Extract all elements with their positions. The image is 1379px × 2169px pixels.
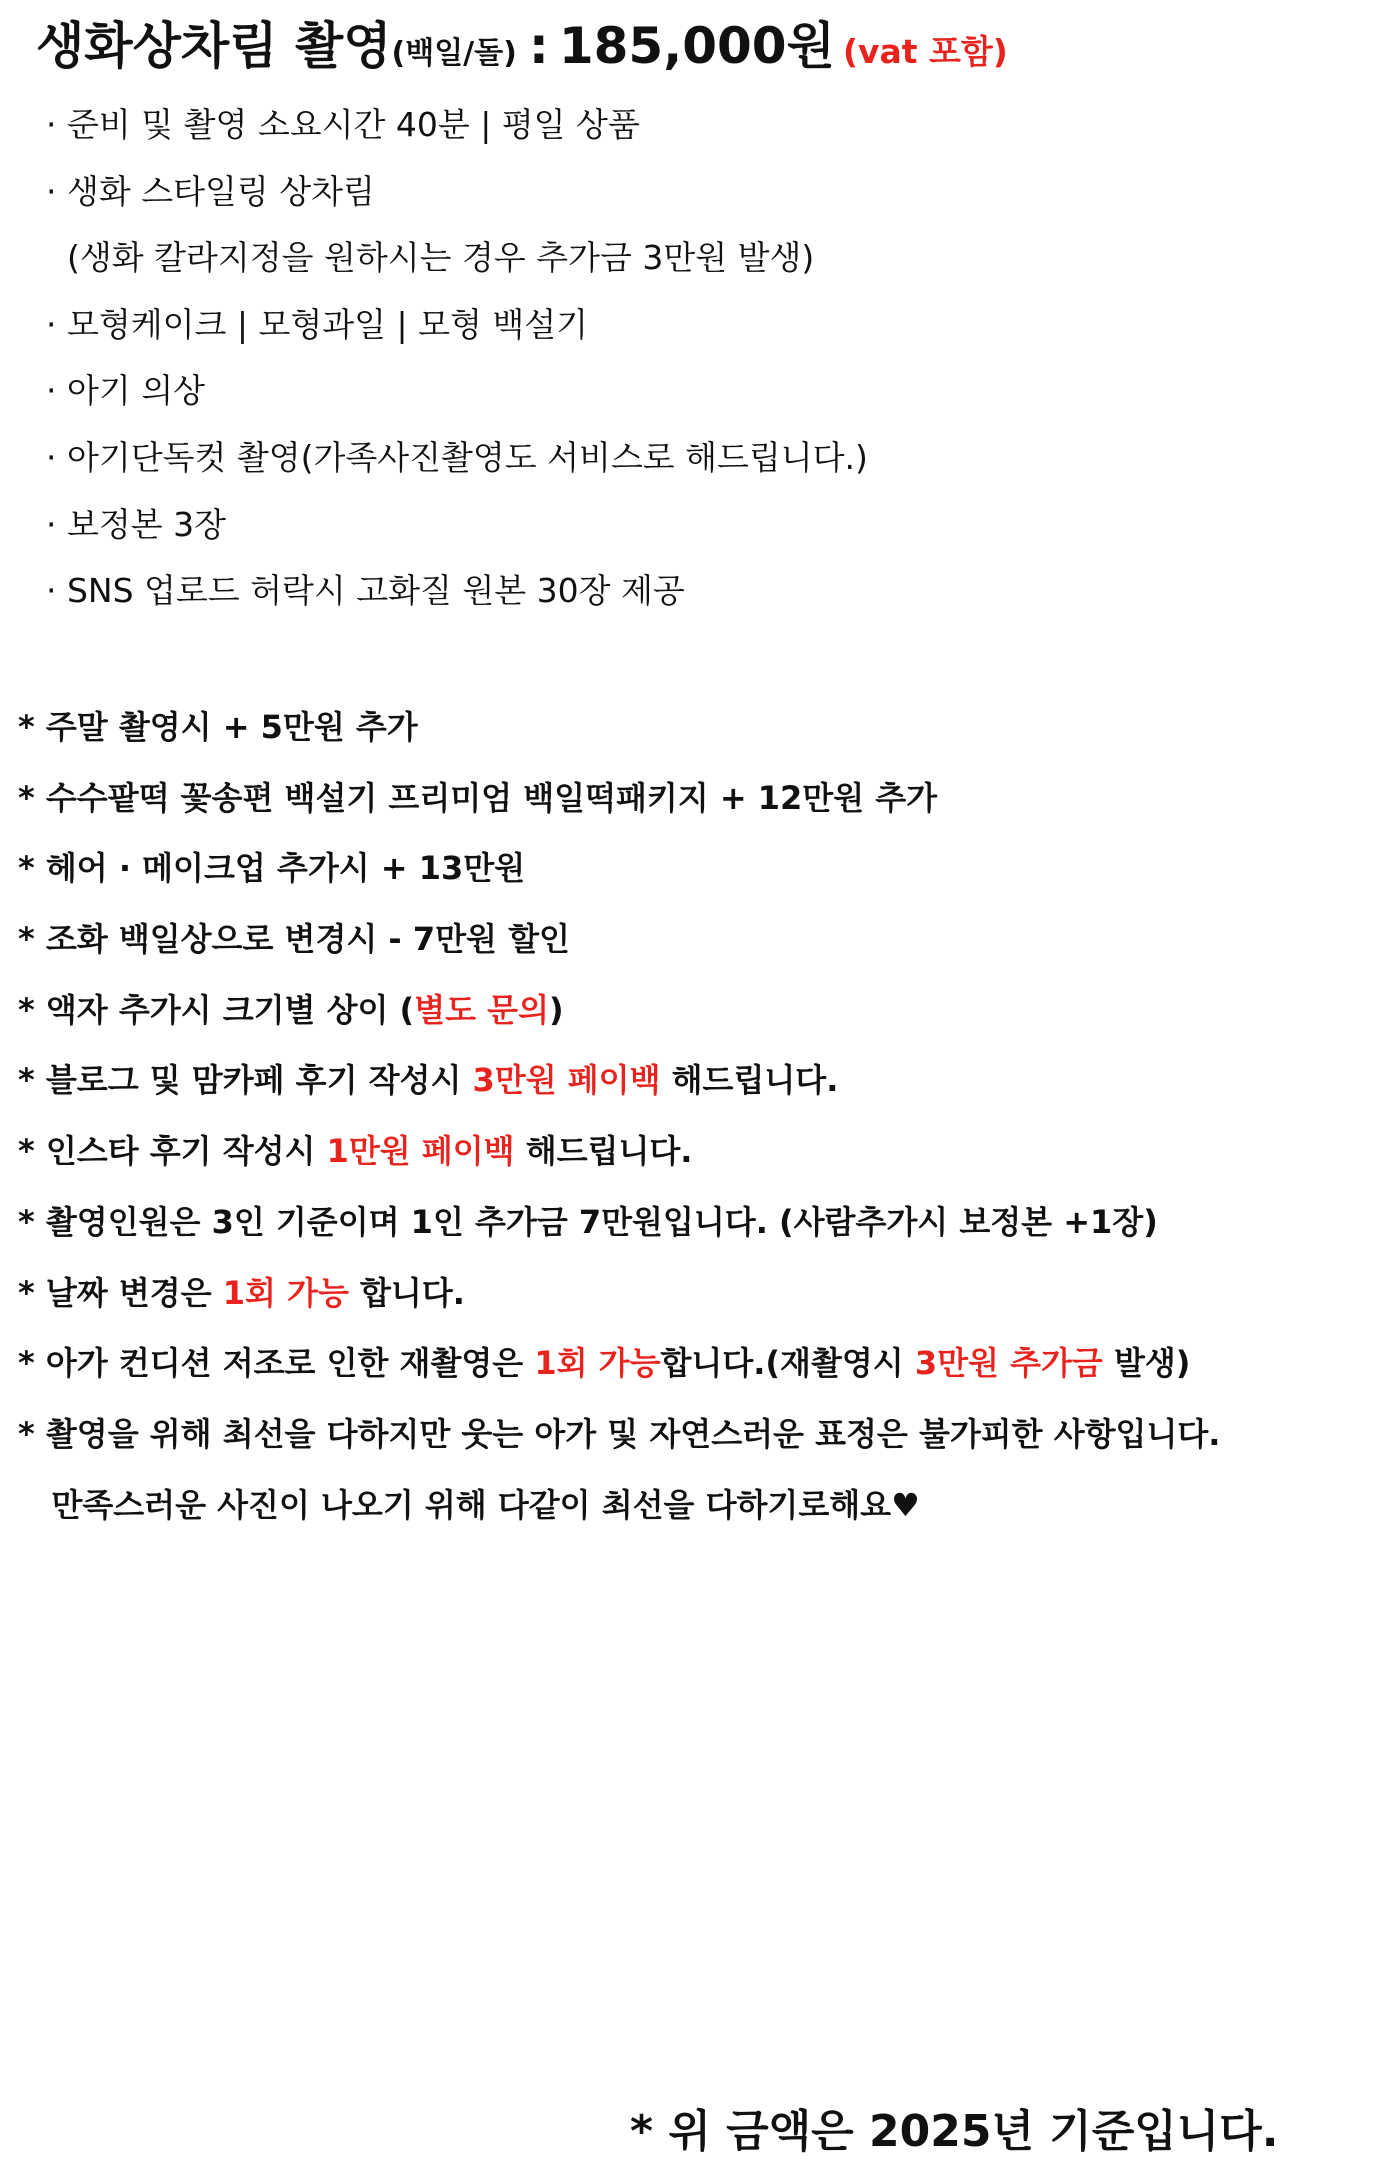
note-reshoot-end: 발생) <box>1102 1344 1191 1383</box>
package-item: · 아기 의상 <box>46 371 205 411</box>
package-item: · 보정본 3장 <box>46 504 226 544</box>
note-premium-package: * 수수팥떡 꽃송편 백설기 프리미엄 백일떡패키지 + 12만원 추가 <box>18 778 938 817</box>
note-blog-highlight: 3만원 페이백 <box>472 1061 661 1100</box>
title-main: 생화상차림 촬영 <box>36 17 392 75</box>
note-blog-end: 해드립니다. <box>660 1061 839 1100</box>
note-hair-makeup: * 헤어 · 메이크업 추가시 + 13만원 <box>18 849 526 888</box>
note-date-change <box>18 1258 1220 1329</box>
package-item: · 아기단독컷 촬영(가족사진촬영도 서비스로 해드립니다.) <box>46 437 868 477</box>
package-item: (생화 칼라지정을 원하시는 경우 추가금 3만원 발생) <box>46 238 815 278</box>
note-insta-text: * 인스타 후기 작성시 <box>18 1132 327 1171</box>
note-frame-close: ) <box>548 990 564 1029</box>
note-reshoot-highlight-2: 3만원 추가금 <box>914 1344 1103 1383</box>
note-frame-text: * 액자 추가시 크기별 상이 ( <box>18 990 415 1029</box>
package-items-list <box>46 92 868 625</box>
note-smile: * 촬영을 위해 최선을 다하지만 웃는 아가 및 자연스러운 표정은 불가피한 사항입니다. <box>18 1414 1221 1453</box>
package-item: · 준비 및 촬영 소요시간 40분 | 평일 상품 <box>46 105 640 144</box>
note-insta-end: 해드립니다. <box>514 1132 693 1171</box>
note-weekend: * 주말 촬영시 + 5만원 추가 <box>18 708 418 746</box>
note-blog-review <box>18 1045 1220 1116</box>
package-item: · 모형케이크 | 모형과일 | 모형 백설기 <box>46 304 588 344</box>
note-blog-text: * 블로그 및 맘카페 후기 작성시 <box>18 1061 473 1100</box>
notes-list <box>18 692 1220 1540</box>
note-frame <box>18 975 1220 1046</box>
title-price: 185,000원 <box>558 17 835 75</box>
note-frame-highlight: 별도 문의 <box>414 990 549 1029</box>
note-reshoot <box>18 1328 1220 1399</box>
title-vat: (vat 포함) <box>842 32 1008 71</box>
package-item: · SNS 업로드 허락시 고화질 원본 30장 제공 <box>46 571 685 611</box>
note-date-end: 합니다. <box>348 1273 465 1312</box>
heart-icon: ♥ <box>891 1485 920 1524</box>
note-people: * 촬영인원은 3인 기준이며 1인 추가금 7만원입니다. (사람추가시 보정본 +1장) <box>18 1202 1158 1241</box>
note-reshoot-text: * 아가 컨디션 저조로 인한 재촬영은 <box>18 1344 535 1383</box>
note-closing-text: 만족스러운 사진이 나오기 위해 다같이 최선을 다하기로해요 <box>18 1485 892 1524</box>
page-title <box>36 14 1008 86</box>
footer-note: * 위 금액은 2025년 기준입니다. <box>630 2106 1279 2157</box>
note-reshoot-mid: 합니다.(재촬영시 <box>660 1344 915 1383</box>
note-closing <box>18 1470 1220 1541</box>
note-insta-highlight: 1만원 페이백 <box>326 1132 515 1171</box>
note-date-highlight: 1회 가능 <box>222 1273 349 1312</box>
note-date-text: * 날짜 변경은 <box>18 1273 223 1312</box>
note-artificial-flowers: * 조화 백일상으로 변경시 - 7만원 할인 <box>18 920 570 959</box>
note-reshoot-highlight: 1회 가능 <box>534 1344 661 1383</box>
package-item: · 생화 스타일링 상차림 <box>46 171 375 211</box>
title-colon: : <box>528 17 549 75</box>
note-insta-review <box>18 1116 1220 1187</box>
title-sub: (백일/돌) <box>391 36 517 71</box>
